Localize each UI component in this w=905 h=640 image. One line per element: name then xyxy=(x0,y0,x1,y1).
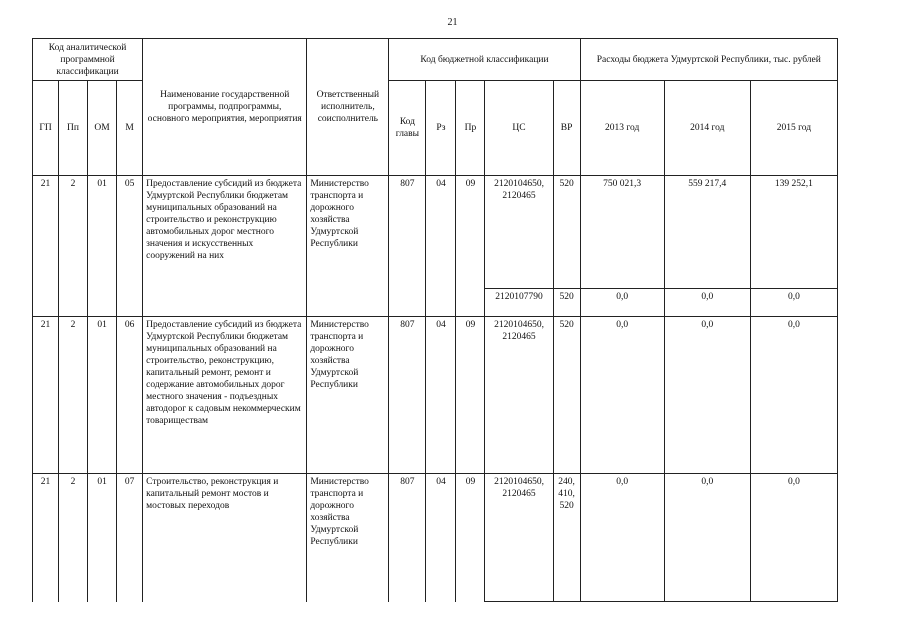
vr-header: ВР xyxy=(553,81,580,176)
vr-cell: 520 xyxy=(553,176,580,289)
y2014-cell: 0,0 xyxy=(664,474,750,602)
name-cell: Предоставление субсидий из бюджета Удмуртской Республики бюджетам муниципальных образований на строительство и реконструкцию автомобильных дорог местного значения и искусственных сооружений на них xyxy=(143,176,307,317)
pp-cell: 2 xyxy=(59,474,88,602)
pr-cell: 09 xyxy=(456,176,485,317)
y2013-cell: 0,0 xyxy=(580,289,664,317)
pr-header: Пр xyxy=(456,81,485,176)
expenses-header: Расходы бюджета Удмуртской Республики, тыс. рублей xyxy=(580,39,837,81)
rz-cell: 04 xyxy=(426,176,456,317)
budget-code-header: Код бюджетной классификации xyxy=(389,39,580,81)
name-header: Наименование государственной программы, подпрограммы, основного мероприятия, мероприятия xyxy=(143,39,307,176)
om-header: ОМ xyxy=(88,81,117,176)
m-cell: 06 xyxy=(117,317,143,474)
cs-header: ЦС xyxy=(485,81,553,176)
kod-glavy-cell: 807 xyxy=(389,176,426,317)
vr-cell: 520 xyxy=(553,317,580,474)
kod-glavy-cell: 807 xyxy=(389,474,426,602)
pr-cell: 09 xyxy=(456,317,485,474)
executor-cell: Министерство транспорта и дорожного хозяйства Удмуртской Республики xyxy=(307,176,389,317)
name-cell: Строительство, реконструкция и капитальный ремонт мостов и мостовых переходов xyxy=(143,474,307,602)
kod-glavy-cell: 807 xyxy=(389,317,426,474)
rz-cell: 04 xyxy=(426,317,456,474)
y2015-cell: 139 252,1 xyxy=(750,176,837,289)
om-cell: 01 xyxy=(88,317,117,474)
m-cell: 07 xyxy=(117,474,143,602)
y2015-header: 2015 год xyxy=(750,81,837,176)
name-cell: Предоставление субсидий из бюджета Удмуртской Республики бюджетам муниципальных образований на строительство, реконструкцию, капитальный ремонт, ремонт и содержание автомобильных дорог местного значения - подъездных автодорог к садовым некоммерческим товариществам xyxy=(143,317,307,474)
y2015-cell: 0,0 xyxy=(750,474,837,602)
executor-cell: Министерство транспорта и дорожного хозяйства Удмуртской Республики xyxy=(307,474,389,602)
budget-table xyxy=(32,38,838,602)
gp-cell: 21 xyxy=(33,474,59,602)
m-cell: 05 xyxy=(117,176,143,317)
y2014-cell: 0,0 xyxy=(664,289,750,317)
y2013-cell: 0,0 xyxy=(580,317,664,474)
pp-cell: 2 xyxy=(59,176,88,317)
y2013-cell: 0,0 xyxy=(580,474,664,602)
rz-cell: 04 xyxy=(426,474,456,602)
m-header: М xyxy=(117,81,143,176)
rz-header: Рз xyxy=(426,81,456,176)
analytic-code-header: Код аналитической программной классификации xyxy=(33,39,143,81)
table-row xyxy=(33,474,838,602)
y2015-cell: 0,0 xyxy=(750,289,837,317)
cs-cell: 2120104650, 2120465 xyxy=(485,317,553,474)
cs-cell: 2120104650, 2120465 xyxy=(485,176,553,289)
kod-glavy-header: Код главы xyxy=(389,81,426,176)
y2014-cell: 0,0 xyxy=(664,317,750,474)
vr-cell: 240, 410, 520 xyxy=(553,474,580,602)
pp-cell: 2 xyxy=(59,317,88,474)
om-cell: 01 xyxy=(88,176,117,317)
y2014-cell: 559 217,4 xyxy=(664,176,750,289)
table-row xyxy=(33,317,838,474)
om-cell: 01 xyxy=(88,474,117,602)
table-row xyxy=(33,176,838,289)
y2014-header: 2014 год xyxy=(664,81,750,176)
executor-header: Ответственный исполнитель, соисполнитель xyxy=(307,39,389,176)
gp-header: ГП xyxy=(33,81,59,176)
gp-cell: 21 xyxy=(33,176,59,317)
pp-header: Пп xyxy=(59,81,88,176)
executor-cell: Министерство транспорта и дорожного хозяйства Удмуртской Республики xyxy=(307,317,389,474)
cs-cell: 2120107790 xyxy=(485,289,553,317)
y2013-header: 2013 год xyxy=(580,81,664,176)
cs-cell: 2120104650, 2120465 xyxy=(485,474,553,602)
gp-cell: 21 xyxy=(33,317,59,474)
pr-cell: 09 xyxy=(456,474,485,602)
y2013-cell: 750 021,3 xyxy=(580,176,664,289)
y2015-cell: 0,0 xyxy=(750,317,837,474)
vr-cell: 520 xyxy=(553,289,580,317)
page-number: 21 xyxy=(447,17,458,28)
